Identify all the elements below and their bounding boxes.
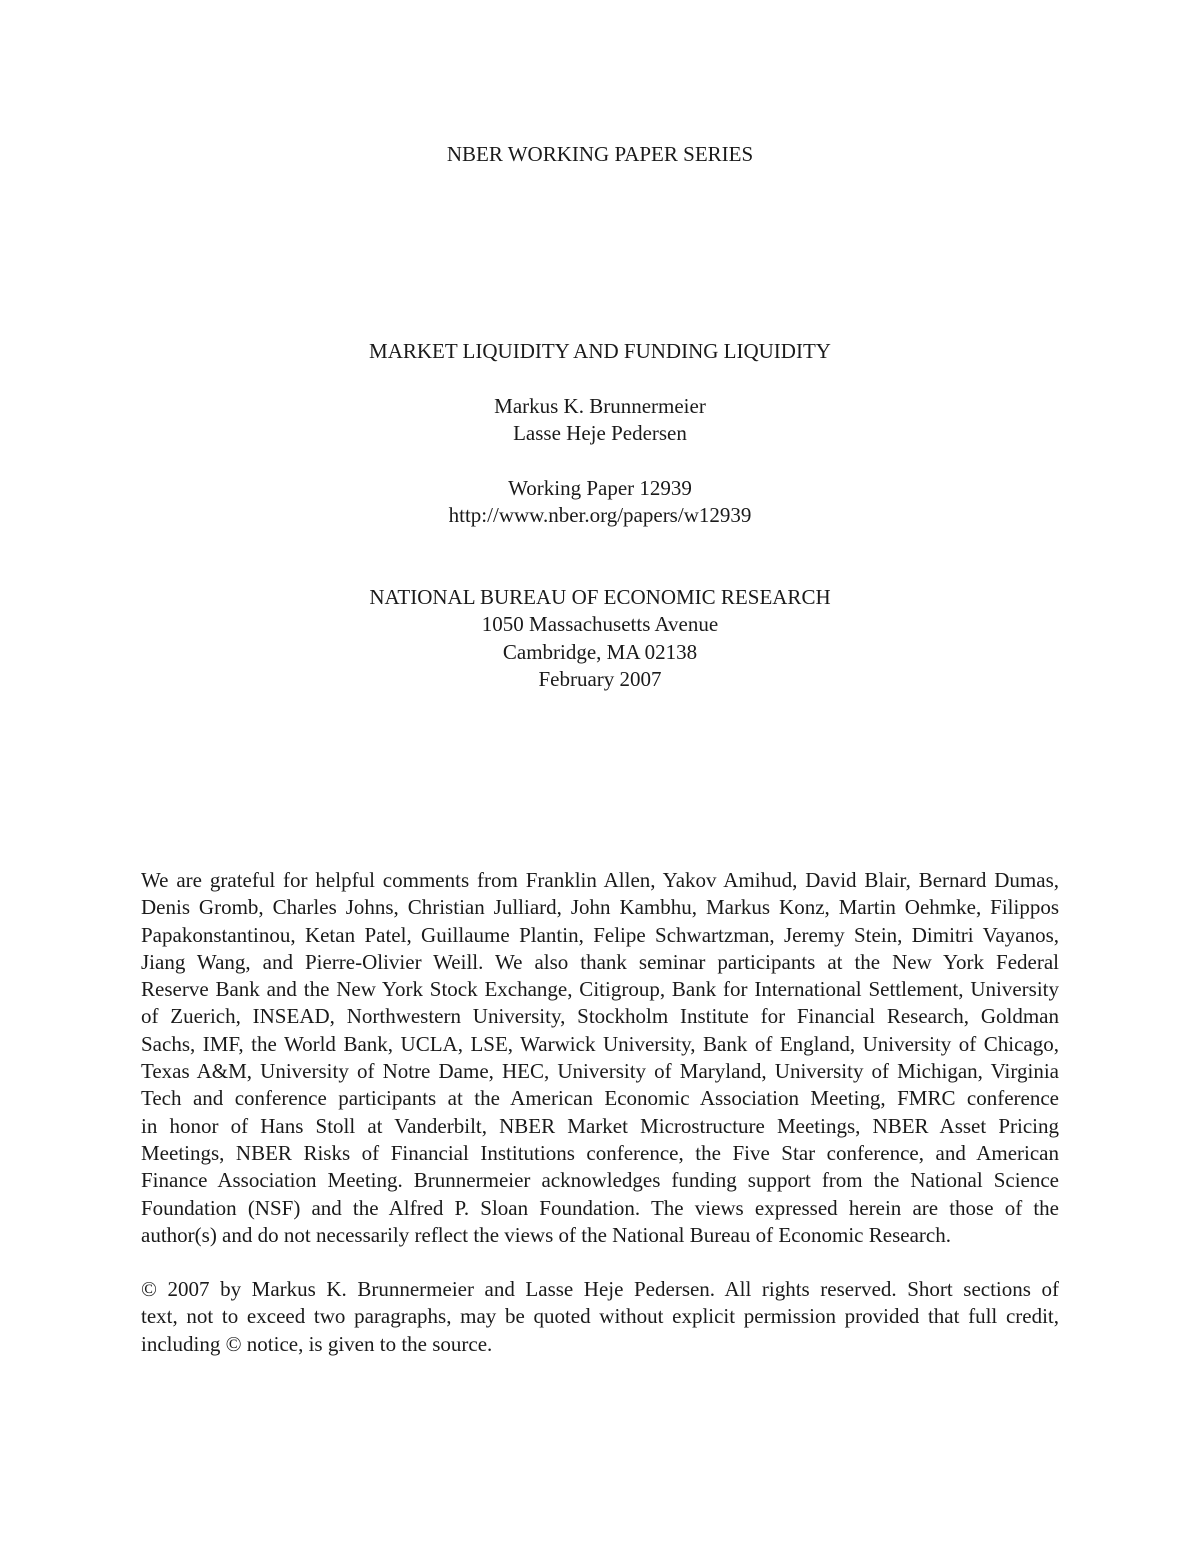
paragraph-line: of Zuerich, INSEAD, Northwestern University, Stockholm Institute for Financial Research, Goldman bbox=[141, 1004, 1059, 1029]
institution-name: NATIONAL BUREAU OF ECONOMIC RESEARCH bbox=[369, 585, 831, 609]
paragraph-line: Sachs, IMF, the World Bank, UCLA, LSE, Warwick University, Bank of England, University of Chicago, bbox=[141, 1031, 1059, 1056]
copyright-notice bbox=[141, 1276, 1059, 1358]
paragraph-line: Foundation (NSF) and the Alfred P. Sloan Foundation. The views expressed herein are those of the bbox=[141, 1195, 1059, 1220]
acknowledgement-paragraph bbox=[141, 867, 1059, 1249]
paragraph-line: Finance Association Meeting. Brunnermeier acknowledges funding support from the National Science bbox=[141, 1168, 1059, 1193]
paragraph-line: Jiang Wang, and Pierre-Olivier Weill. We also thank seminar participants at the New York Federal bbox=[141, 949, 1059, 974]
author-name: Lasse Heje Pedersen bbox=[513, 421, 687, 445]
paragraph-line: © 2007 by Markus K. Brunnermeier and Lasse Heje Pedersen. All rights reserved. Short sections of bbox=[141, 1277, 1059, 1301]
paragraph-line: Papakonstantinou, Ketan Patel, Guillaume Plantin, Felipe Schwartzman, Jeremy Stein, Dimitri Vayanos, bbox=[141, 922, 1059, 947]
institution-address-line: Cambridge, MA 02138 bbox=[502, 640, 698, 664]
paragraph-line: We are grateful for helpful comments from Franklin Allen, Yakov Amihud, David Blair, Bernard Dumas, bbox=[141, 868, 1059, 892]
institution-address-line: 1050 Massachusetts Avenue bbox=[481, 612, 719, 636]
paragraph-line: in honor of Hans Stoll at Vanderbilt, NBER Market Microstructure Meetings, NBER Asset Pricing bbox=[141, 1113, 1059, 1138]
paragraph-line: including © notice, is given to the source. bbox=[141, 1331, 493, 1356]
paragraph-line: Texas A&M, University of Notre Dame, HEC, University of Maryland, University of Michigan, Virginia bbox=[141, 1059, 1059, 1084]
author-name: Markus K. Brunnermeier bbox=[494, 394, 706, 418]
paragraph-line: text, not to exceed two paragraphs, may be quoted without explicit permission provided that full credit, bbox=[141, 1304, 1059, 1329]
paragraph-line: Denis Gromb, Charles Johns, Christian Julliard, John Kambhu, Markus Konz, Martin Oehmke, Filippos bbox=[141, 895, 1059, 920]
paper-title: MARKET LIQUIDITY AND FUNDING LIQUIDITY bbox=[369, 339, 831, 363]
working-paper-number: Working Paper 12939 bbox=[508, 476, 692, 500]
paragraph-line: author(s) and do not necessarily reflect the views of the National Bureau of Economic Research. bbox=[141, 1222, 951, 1247]
paragraph-line: Reserve Bank and the New York Stock Exchange, Citigroup, Bank for International Settlement, University bbox=[141, 977, 1059, 1002]
publication-date: February 2007 bbox=[538, 667, 662, 691]
series-header: NBER WORKING PAPER SERIES bbox=[446, 142, 754, 166]
working-paper-url[interactable]: http://www.nber.org/papers/w12939 bbox=[448, 503, 752, 527]
paragraph-line: Meetings, NBER Risks of Financial Institutions conference, the Five Star conference, and American bbox=[141, 1140, 1059, 1165]
paragraph-line: Tech and conference participants at the American Economic Association Meeting, FMRC conference bbox=[141, 1086, 1059, 1111]
